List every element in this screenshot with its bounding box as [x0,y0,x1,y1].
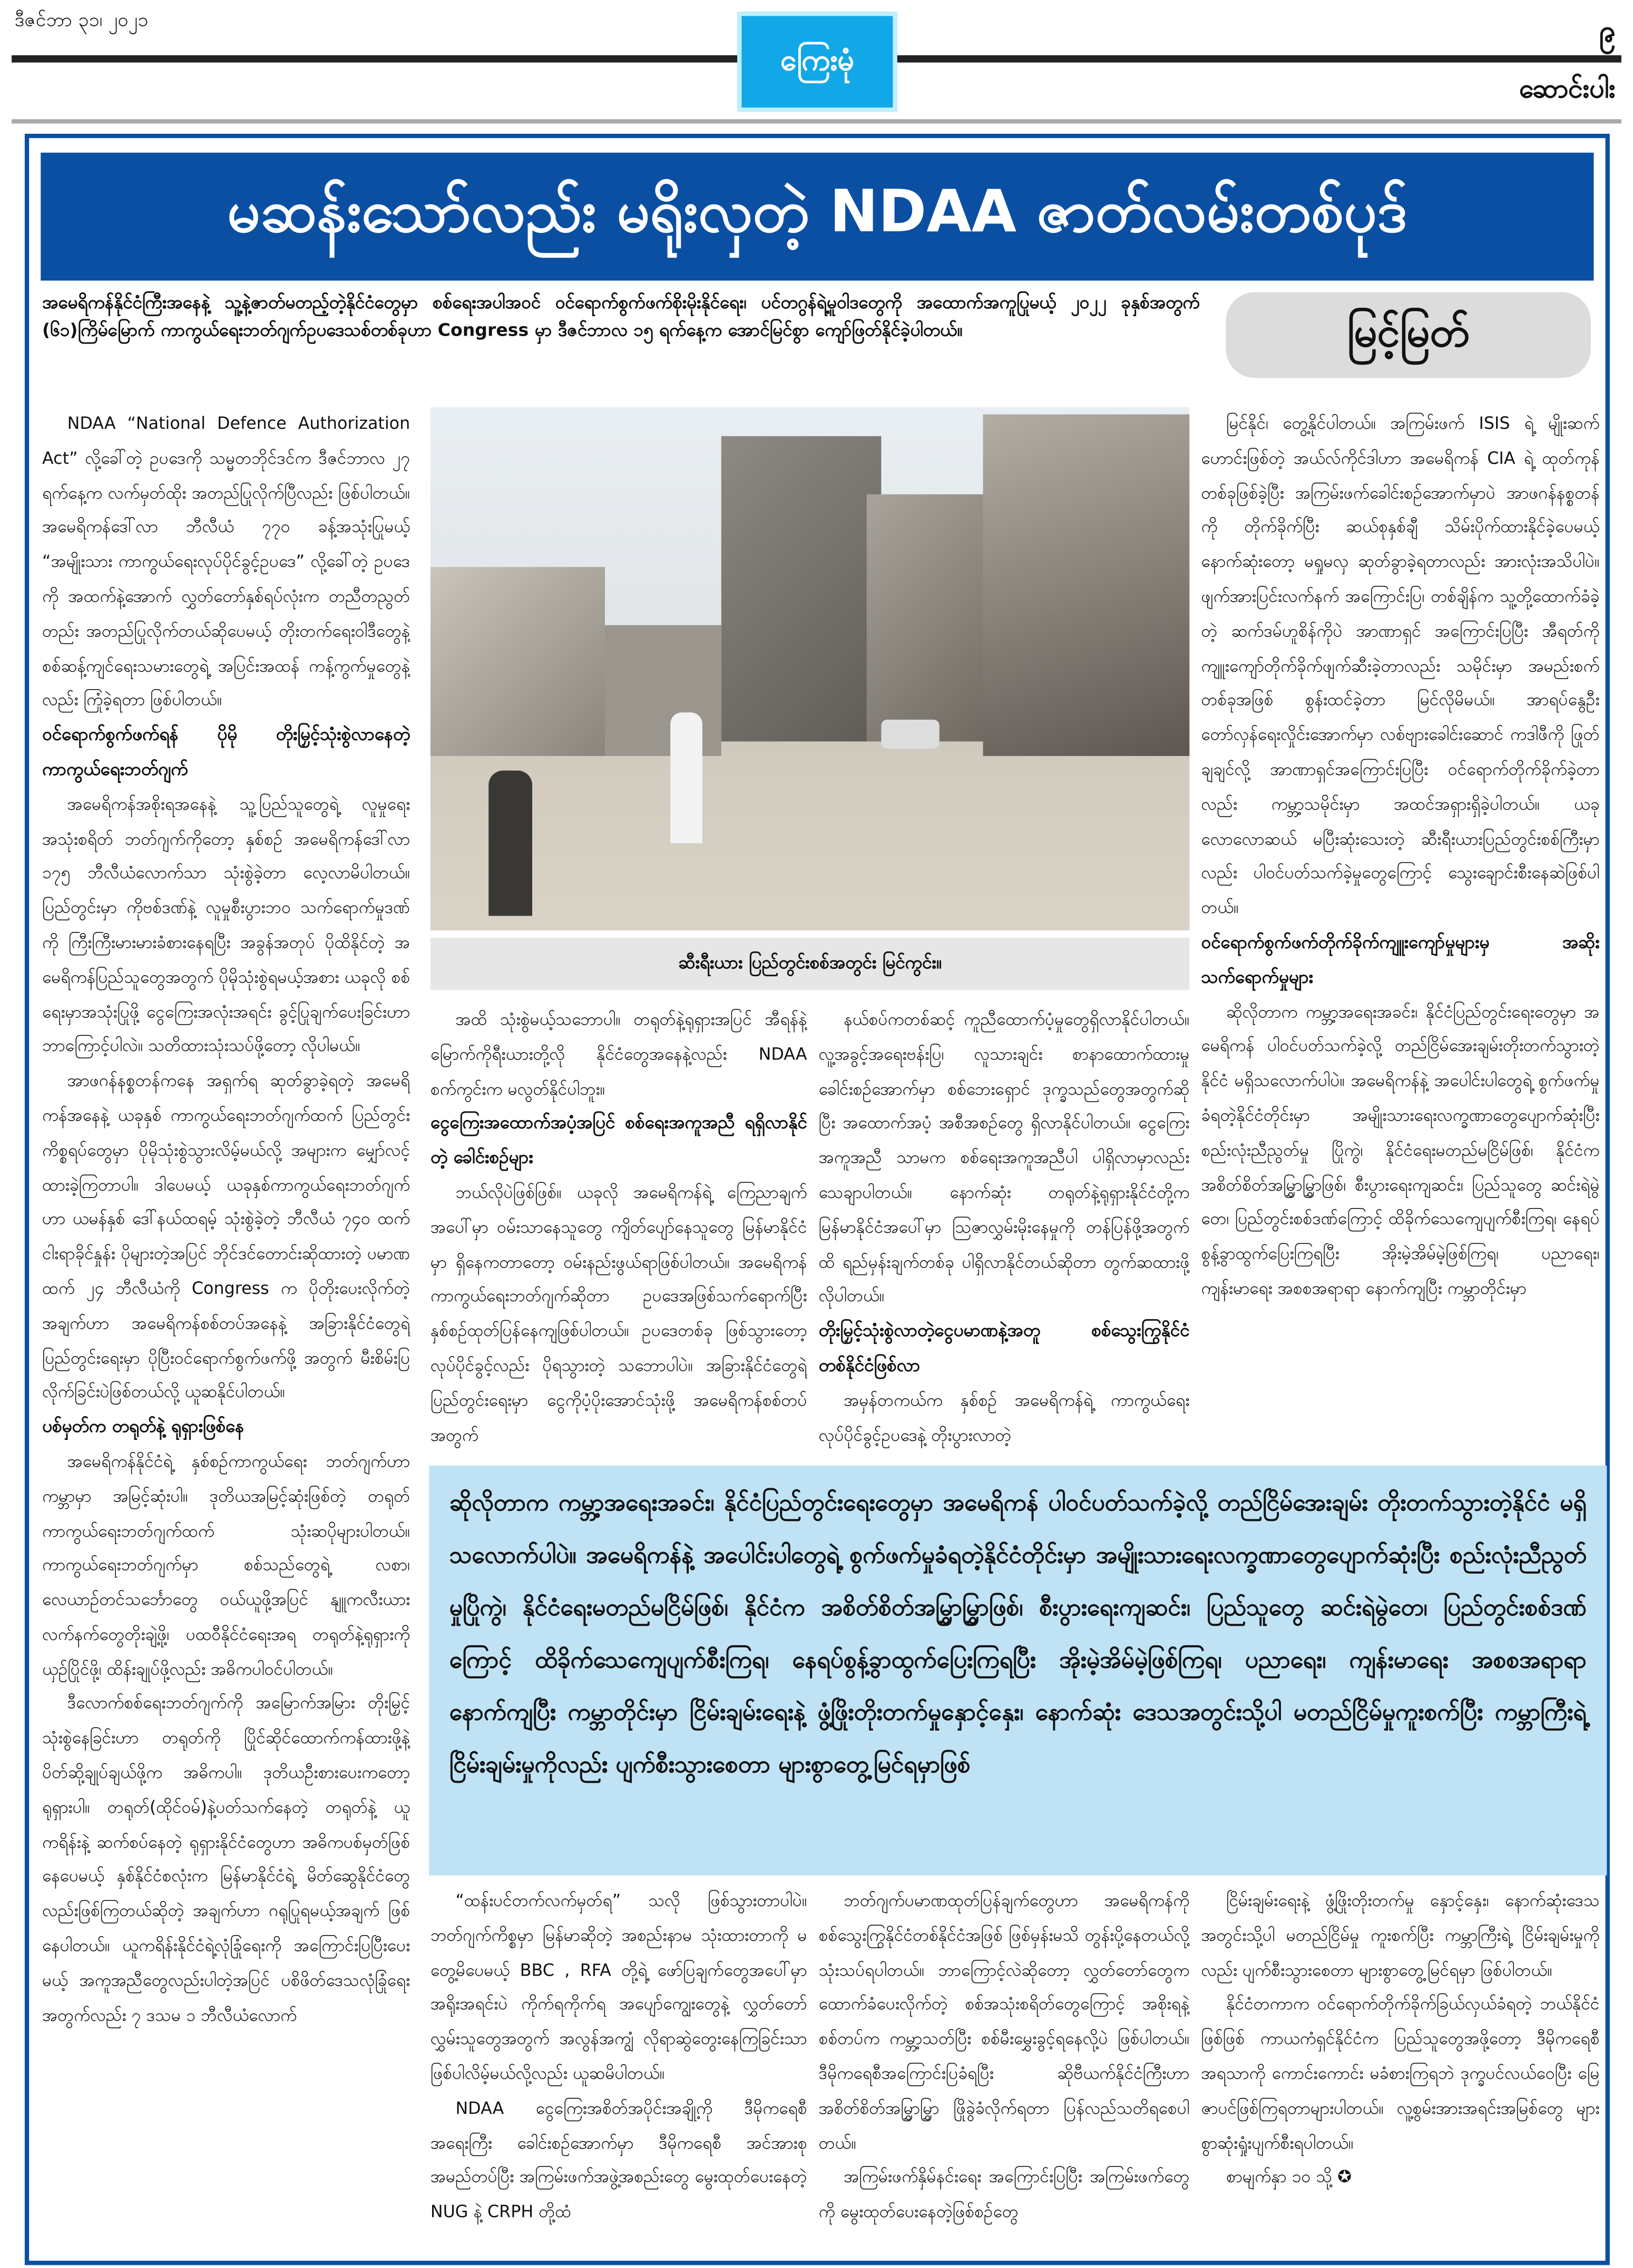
paragraph: “ထန်းပင်တက်လက်မှတ်ရ” သလို ဖြစ်သွားတာပါပဲ။ ဘတ်ဂျက်ကိစ္စမှာ မြန်မာဆိုတဲ့ အစည်းနာမ သုံးထားတာကို မတွေ့မိပေမယ့် BBC , RFA တို့ရဲ့ ဖော်ပြချက်တွေအပေါ်မှာ အရိုးအရင်းပဲ ကိုက်ရကိုက်ရ အပျော်ကျွေးတွေနဲ့ လွှတ်တော်လွှမ်းသူတွေအတွက် အလွန်အကျွံ လိုရာဆွဲတွေးနေကြခြင်းသာ ဖြစ်ပါလိမ့်မယ်လို့လည်း ယူဆမိပါတယ်။ [430,1890,807,2084]
paragraph: အကြမ်းဖက်နှိမ်နင်းရေး အကြောင်းပြပြီး အကြမ်းဖက်တွေကို မွေးထုတ်ပေးနေတဲ့ဖြစ်စဉ်တွေ [818,2166,1190,2222]
paragraph: နိုင်ငံတကာက ဝင်ရောက်တိုက်ခိုက်ခြယ်လှယ်ခံရတဲ့ ဘယ်နိုင်ငံဖြစ်ဖြစ် ကာယကံရှင်နိုင်ငံက ပြည်သူတွေအဖို့တော့ ဒီမိုကရေစီအရသာကို ကောင်းကောင်း မခံစားကြရဘဲ ဒုက္ခပင်လယ်ဝေပြီး မြေဇာပင်ဖြစ်ကြရတာများပါတယ်။ လူ့စွမ်းအားအရင်းအမြစ်တွေ များစွာဆုံးရှုံးပျက်စီးရပါတယ်။ [1201,1994,1600,2153]
subheading: ဝင်ရောက်စွက်ဖက်တိုက်ခိုက်ကျူးကျော်မှုများမှ အဆိုးသက်ရောက်မှုများ [1201,931,1600,987]
paragraph: အထိ သုံးစွဲမယ့်သဘောပါ။ တရုတ်နဲ့ရုရှားအပြင် အီရန်နဲ့ မြောက်ကိုရီးယားတို့လို နိုင်ငံတွေအနေနဲ့လည်း NDAA စက်ကွင်းက မလွတ်နိုင်ပါဘူး။ [430,1009,807,1099]
paragraph: ဒီလောက်စစ်ရေးဘတ်ဂျက်ကို အမြောက်အမြား တိုးမြှင့်သုံးစွဲနေခြင်းဟာ တရုတ်ကို ပြိုင်ဆိုင်ထောက်ကန်ထားဖို့နဲ့ ပိတ်ဆို့ချုပ်ချယ်ဖို့က အဓိကပါ။ ဒုတိယဦးစားပေးကတော့ ရုရှားပါ။ တရုတ်(ထိုင်ဝမ်)နဲ့ပတ်သက်နေတဲ့ တရုတ်နဲ့ ယူကရိန်းနဲ့ ဆက်စပ်နေတဲ့ ရုရှားနိုင်ငံတွေဟာ အဓိကပစ်မှတ်ဖြစ်နေပေမယ့် နှစ်နိုင်ငံစလုံးက မြန်မာနိုင်ငံရဲ့ မိတ်ဆွေနိုင်ငံတွေလည်းဖြစ်ကြတယ်ဆိုတဲ့ အချက်ဟာ ဂရုပြုရမယ့်အချက် ဖြစ်နေပါတယ်။ ယူကရိန်းနိုင်ငံရဲ့လုံခြုံရေးကို အကြောင်းပြပြီးပေးမယ့် အကူအညီတွေလည်းပါတဲ့အပြင် ပစိဖိတ်ဒေသလုံခြုံရေးအတွက်လည်း ၇ ဒသမ ၁ ဘီလီယံလောက် [42,1693,410,2025]
logo-text: ကြေးမုံ [780,41,854,76]
subheading: တိုးမြှင့်သုံးစွဲလာတဲ့ငွေပမာဏနဲ့အတူ စစ်သွေးကြွနိုင်ငံတစ်နိုင်ငံဖြစ်လာ [818,1320,1190,1376]
subheading: ငွေကြေးအထောက်အပံ့အပြင် စစ်ရေးအကူအညီ ရရှိလာနိုင်တဲ့ ခေါင်းစဉ်များ [430,1113,807,1168]
article-headline: မဆန်းသော်လည်း မရိုးလှတဲ့ NDAA ဇာတ်လမ်းတစ်ပုဒ် [41,153,1593,281]
pull-quote: ဆိုလိုတာက ကမ္ဘာ့အရေးအခင်း၊ နိုင်ငံပြည်တွင်းရေးတွေမှာ အမေရိကန် ပါဝင်ပတ်သက်ခဲ့လို့ တည်ငြိမ်အေးချမ်း တိုးတက်သွားတဲ့နိုင်ငံ မရှိသလောက်ပါပဲ။ အမေရိကန်နဲ့ အပေါင်းပါတွေရဲ့ စွက်ဖက်မှုခံရတဲ့နိုင်ငံတိုင်းမှာ အမျိုးသားရေးလက္ခဏာတွေပျောက်ဆုံးပြီး စည်းလုံးညီညွတ်မှုပြိုကွဲ၊ နိုင်ငံရေးမတည်မငြိမ်ဖြစ်၊ နိုင်ငံက အစိတ်စိတ်အမြွှာမြွှာဖြစ်၊ စီးပွားရေးကျဆင်း၊ ပြည်သူတွေ ဆင်းရဲမွဲတေ၊ ပြည်တွင်းစစ်ဒဏ်ကြောင့် ထိခိုက်သေကျေပျက်စီးကြရ၊ နေရပ်စွန့်ခွာထွက်ပြေးကြရပြီး အိုးမဲ့အိမ်မဲ့ဖြစ်ကြရ၊ ပညာရေး၊ ကျန်းမာရေး အစစအရာရာ နောက်ကျပြီး ကမ္ဘာတိုင်းမှာ ငြိမ်းချမ်းရေးနဲ့ ဖွံ့ဖြိုးတိုးတက်မှုနှောင့်နှေး၊ နောက်ဆုံး ဒေသအတွင်းသို့ပါ မတည်ငြိမ်မှုကူးစက်ပြီး ကမ္ဘာကြီးရဲ့ ငြိမ်းချမ်းမှုကိုလည်း ပျက်စီးသွားစေတာ များစွာတွေ့မြင်ရမှာဖြစ် [429,1466,1607,1876]
text-column-3-continued [819,1884,1190,2256]
subheading: ပစ်မှတ်က တရုတ်နဲ့ ရုရှားဖြစ်နေ [42,1416,245,1437]
paragraph: ဆိုလိုတာက ကမ္ဘာ့အရေးအခင်း၊ နိုင်ငံပြည်တွင်းရေးတွေမှာ အမေရိကန် ပါဝင်ပတ်သက်ခဲ့လို့ တည်ငြိမ်အေးချမ်းတိုးတက်သွားတဲ့ နိုင်ငံ မရှိသလောက်ပါပဲ။ အမေရိကန်နဲ့ အပေါင်းပါတွေရဲ့ စွက်ဖက်မှုခံရတဲ့နိုင်ငံတိုင်းမှာ အမျိုးသားရေးလက္ခဏာတွေပျောက်ဆုံးပြီး စည်းလုံးညီညွတ်မှု ပြိုကွဲ၊ နိုင်ငံရေးမတည်မငြိမ်ဖြစ်၊ နိုင်ငံက အစိတ်စိတ်အမြွှာမြွှာဖြစ်၊ စီးပွားရေးကျဆင်း၊ ပြည်သူတွေ ဆင်းရဲမွဲတေ၊ ပြည်တွင်းစစ်ဒဏ်ကြောင့် ထိခိုက်သေကျေပျက်စီးကြရ၊ နေရပ်စွန့်ခွာထွက်ပြေးကြရပြီး အိုးမဲ့အိမ်မဲ့ဖြစ်ကြရ၊ ပညာရေး၊ ကျန်းမာရေး အစစအရာရာ နောက်ကျပြီး ကမ္ဘာတိုင်းမှာ [1201,1001,1600,1299]
header-rule-lower [12,119,1621,123]
newspaper-logo [737,12,897,112]
paragraph: စာမျက်နှာ ၁၀ သို့ ✪ [1226,2166,1352,2187]
paragraph: အမေရိကန်အစိုးရအနေနဲ့ သူ့ပြည်သူတွေရဲ့ လူမှုရေးအသုံးစရိတ် ဘတ်ဂျက်ကိုတော့ နှစ်စဉ် အမေရိကန်ဒေါ်လာ ၁၇၅ ဘီလီယံလောက်သာ သုံးစွဲခဲ့တာ လေ့လာမိပါတယ်။ ပြည်တွင်းမှာ ကိုဗစ်ဒဏ်နဲ့ လူမှုစီးပွားဘဝ သက်ရောက်မှုဒဏ်ကို ကြီးကြီးမားမားခံစားနေရပြီး အခွန်အတုပ် ပိုထိနိုင်တဲ့ အမေရိကန်ပြည်သူတွေအတွက် ပိုမိုသုံးစွဲရမယ့်အစား ယခုလို စစ်ရေးမှာအသုံးပြုဖို့ ငွေကြေးအလုံးအရင်း ခွင့်ပြုချက်ပေးခြင်းဟာ ဘာကြောင့်ပါလဲ။ သတိထားသုံးသပ်ဖို့တော့ လိုပါမယ်။ [42,793,410,1056]
text-column-2 [431,1003,807,1462]
section-label: ဆောင်းပါး [1519,74,1616,105]
paragraph: ဘယ်လိုပဲဖြစ်ဖြစ်။ ယခုလို အမေရိကန်ရဲ့ ကြေညာချက်အပေါ်မှာ ဝမ်းသာနေသူတွေ ကျိတ်ပျော်နေသူတွေ မြန်မာနိုင်ငံမှာ ရှိနေကတာတော့ ဝမ်းနည်းဖွယ်ရာဖြစ်ပါတယ်။ အမေရိကန်ကာကွယ်ရေးဘတ်ဂျက်ဆိုတာ ဥပဒေအဖြစ်သက်ရောက်ပြီး နှစ်စဉ်ထုတ်ပြန်နေကျဖြစ်ပါတယ်။ ဥပဒေတစ်ခု ဖြစ်သွားတော့ လုပ်ပိုင်ခွင့်လည်း ပိုရသွားတဲ့ သဘောပါပဲ။ အခြားနိုင်ငံတွေရဲ့ပြည်တွင်းရေးမှာ ငွေကိုပံ့ပိုးအောင်သုံးဖို့ အမေရိကန်စစ်တပ်အတွက် [430,1182,807,1445]
paragraph: အာဖဂန်နစ္စတန်ကနေ အရှက်ရ ဆုတ်ခွာခဲ့ရတဲ့ အမေရိကန်အနေနဲ့ ယခုနှစ် ကာကွယ်ရေးဘတ်ဂျက်ထက် ပြည်တွင်းကိစ္စရပ်တွေမှာ ပိုမိုသုံးစွဲသွားလိမ့်မယ်လို့ အများက မျှော်လင့်ထားခဲ့ကြတာပါ။ ဒါပေမယ့် ယခုနှစ်ကာကွယ်ရေးဘတ်ဂျက်ဟာ ယမန်နှစ် ဒေါ်နယ်ထရမ့် သုံးစွဲခဲ့တဲ့ ဘီလီယံ ၇၄၀ ထက် ငါးရာခိုင်နှုန်း ပိုများတဲ့အပြင် ဘိုင်ဒင်တောင်းဆိုထားတဲ့ ပမာဏထက် ၂၄ ဘီလီယံကို Congress က ပိုတိုးပေးလိုက်တဲ့ အချက်ဟာ အမေရိကန်စစ်တပ်အနေနဲ့ အခြားနိုင်ငံတွေရဲ့ ပြည်တွင်းရေးမှာ ပိုပြီးဝင်ရောက်စွက်ဖက်ဖို့ အတွက် မီးစိမ်းပြလိုက်ခြင်းပဲဖြစ်တယ်လို့ ယူဆနိုင်ပါတယ်။ [42,1070,410,1402]
paragraph: အမှန်တကယ်က နှစ်စဉ် အမေရိကန်ရဲ့ ကာကွယ်ရေးလုပ်ပိုင်ခွင့်ဥပဒေနဲ့ တိုးပွားလာတဲ့ [818,1389,1190,1445]
paragraph: ဘတ်ဂျက်ပမာဏထုတ်ပြန်ချက်တွေဟာ အမေရိကန်ကို စစ်သွေးကြွနိုင်ငံတစ်နိုင်ငံအဖြစ် ဖြစ်မှန်းမသိ တွန်းပို့နေတယ်လို့ သုံးသပ်ရပါတယ်။ ဘာကြောင့်လဲဆိုတော့ လွှတ်တော်တွေက ထောက်ခံပေးလိုက်တဲ့ စစ်အသုံးစရိတ်တွေကြောင့် အစိုးရနဲ့ စစ်တပ်က ကမ္ဘာ့သတ်ပြီး စစ်မီးမွှေးခွင့်ရနေလို့ပဲ ဖြစ်ပါတယ်။ ဒီမိုကရေစီအကြောင်းပြခံရပြီး ဆိုဗီယက်နိုင်ငံကြီးဟာ အစိတ်စိတ်အမြွှာမြွှာ ဖြိုခွဲခံလိုက်ရတာ ပြန်လည်သတိရစေပါတယ်။ [818,1890,1190,2153]
article-photo [431,407,1190,930]
page-number: ၉ [1599,13,1616,48]
text-column-3 [819,1003,1190,1462]
issue-date: ဒီဇင်ဘာ ၃၁၊ ၂၀၂၁ [14,10,149,32]
text-column-2-continued [431,1884,807,2256]
text-column-4 [1201,407,1599,1462]
author-byline: မြင့်မြတ် [1226,292,1591,378]
subheading: ဝင်ရောက်စွက်ဖက်ရန် ပိုမို တိုးမြှင့်သုံးစွဲလာနေတဲ့ ကာကွယ်ရေးဘတ်ဂျက် [42,724,410,780]
paragraph: နယ်စပ်ကတစ်ဆင့် ကူညီထောက်ပံ့မှုတွေရှိလာနိုင်ပါတယ်။ လူ့အခွင့်အရေးဗန်းပြ၊ လူသားချင်း စာနာထောက်ထားမှု ခေါင်းစဉ်အောက်မှာ စစ်ဘေးရှောင် ဒုက္ခသည်တွေအတွက်ဆိုပြီး အထောက်အပံ့ အစီအစဉ်တွေ ရှိလာနိုင်ပါတယ်။ ငွေကြေးအကူအညီ သာမက စစ်ရေးအကူအညီပါ ပါရှိလာမှာလည်း သေချာပါတယ်။ နောက်ဆုံး တရုတ်နဲ့ရုရှားနိုင်ငံတို့က မြန်မာနိုင်ငံအပေါ်မှာ ဩဇာလွှမ်းမိုးနေမှုကို တန်ပြန်ဖို့အတွက်ထိ ရည်မှန်းချက်တစ်ခု ပါရှိလာနိုင်တယ်ဆိုတာ တွက်ဆထားဖို့လိုပါတယ်။ [818,1009,1190,1307]
lead-paragraph: အမေရိကန်နိုင်ငံကြီးအနေနဲ့ သူ့နဲ့ဇာတ်မတည့်တဲ့နိုင်ငံတွေမှာ စစ်ရေးအပါအဝင် ဝင်ရောက်စွက်ဖက်စိုးမိုးနိုင်ရေး၊ ပင်တဂွန်ရဲ့မူဝါဒတွေကို အထောက်အကူပြုမယ့် ၂၀၂၂ ခုနှစ်အတွက် (၆၁)ကြိမ်မြောက် ကာကွယ်ရေးဘတ်ဂျက်ဥပဒေသစ်တစ်ခုဟာ Congress မှာ ဒီဇင်ဘာလ ၁၅ ရက်နေ့က အောင်မြင်စွာ ကျော်ဖြတ်နိုင်ခဲ့ပါတယ်။ [42,292,1200,340]
paragraph: မြင်နိုင်၊ တွေ့နိုင်ပါတယ်။ အကြမ်းဖက် ISIS ရဲ့ မျိုးဆက်ဟောင်းဖြစ်တဲ့ အယ်လ်ကိုင်ဒါဟာ အမေရိကန် CIA ရဲ့ ထုတ်ကုန်တစ်ခုဖြစ်ခဲ့ပြီး အကြမ်းဖက်ခေါင်းစဉ်အောက်မှာပဲ အာဖဂန်နစ္စတန်ကို တိုက်ခိုက်ပြီး ဆယ်စုနှစ်ချီ သိမ်းပိုက်ထားနိုင်ခဲ့ပေမယ့် နောက်ဆုံးတော့ မရှုမလှ ဆုတ်ခွာခဲ့ရတာလည်း အားလုံးအသိပါပဲ။ ဖျက်အားပြင်းလက်နက် အကြောင်းပြ၊ တစ်ချိန်က သူ့တို့ထောက်ခံခဲ့တဲ့ ဆက်ဒမ်ဟူစိန်ကိုပဲ အာဏာရှင် အကြောင်းပြပြီး အီရတ်ကို ကျူးကျော်တိုက်ခိုက်ဖျက်ဆီးခဲ့တာလည်း သမိုင်းမှာ အမည်းစက်တစ်ခုအဖြစ် စွန်းထင်ခဲ့တာ မြင်လိုမိမယ်။ အာရပ်နွေဦးတော်လှန်ရေးလှိုင်းအောက်မှာ လစ်ဗျားခေါင်းဆောင် ကဒါဖီကို ဖြုတ်ချချင်လို့ အာဏာရှင်အကြောင်းပြပြီး ဝင်ရောက်တိုက်ခိုက်ခဲ့တာလည်း ကမ္ဘာ့သမိုင်းမှာ အထင်အရှားရှိခဲ့ပါတယ်။ ယခုလောလောဆယ် မပြီးဆုံးသေးတဲ့ ဆီးရီးယားပြည်တွင်းစစ်ကြီးမှာလည်း ပါဝင်ပတ်သက်ခဲ့မှုတွေကြောင့် သွေးချောင်းစီးနေဆဲဖြစ်ပါတယ်။ [1201,413,1600,918]
paragraph: NDAA ငွေကြေးအစိတ်အပိုင်းအချို့ကို ဒီမိုကရေစီအရေးကြီး ခေါင်းစဉ်အောက်မှာ ဒီမိုကရေစီ အင်အားစုအမည်တပ်ပြီး အကြမ်းဖက်အဖွဲ့အစည်းတွေ မွေးထုတ်ပေးနေတဲ့ NUG နဲ့ CRPH တို့ထံ [430,2097,807,2222]
text-column-4-continued [1201,1884,1599,2256]
paragraph: NDAA “National Defence Authorization Act” လို့ခေါ်တဲ့ ဥပဒေကို သမ္မတဘိုင်ဒင်က ဒီဇင်ဘာလ ၂၇ ရက်နေ့က လက်မှတ်ထိုး အတည်ပြုလိုက်ပြီလည်း ဖြစ်ပါတယ်။ အမေရိကန်ဒေါ်လာ ဘီလီယံ ၇၇၀ ခန့်အသုံးပြုမယ့် “အမျိုးသား ကာကွယ်ရေးလုပ်ပိုင်ခွင့်ဥပဒေ” လို့ခေါ်တဲ့ ဥပဒေကို အထက်နဲ့အောက် လွှတ်တော်နှစ်ရပ်လုံးက တညီတညွတ်တည်း အတည်ပြုလိုက်တယ်ဆိုပေမယ့် တိုးတက်ရေးဝါဒီတွေနဲ့ စစ်ဆန့်ကျင်ရေးသမားတွေရဲ့ အပြင်းအထန် ကန့်ကွက်မှုတွေနဲ့လည်း ကြုံခဲ့ရတာ ဖြစ်ပါတယ်။ [42,413,410,710]
text-column-1 [42,407,410,2256]
paragraph: အမေရိကန်နိုင်ငံရဲ့ နှစ်စဉ်ကာကွယ်ရေး ဘတ်ဂျက်ဟာ ကမ္ဘာမှာ အမြင့်ဆုံးပါ။ ဒုတိယအမြင့်ဆုံးဖြစ်တဲ့ တရုတ်ကာကွယ်ရေးဘတ်ဂျက်ထက် သုံးဆပိုများပါတယ်။ ကာကွယ်ရေးဘတ်ဂျက်မှာ စစ်သည်တွေရဲ့ လစာ၊ လေယာဉ်တင်သင်္ဘောတွေ ဝယ်ယူဖို့အပြင် နျူကလီးယားလက်နက်တွေတိုးချဲ့ဖို့၊ ပထဝီနိုင်ငံရေးအရ တရုတ်နဲ့ရုရှားကို ယှဉ်ပြိုင်ဖို့၊ ထိန်းချုပ်ဖို့လည်း အဓိကပါဝင်ပါတယ်။ [42,1450,410,1679]
paragraph: ငြိမ်းချမ်းရေးနဲ့ ဖွံ့ဖြိုးတိုးတက်မှု နှောင့်နှေး၊ နောက်ဆုံးဒေသအတွင်းသို့ပါ မတည်ငြိမ်မှု ကူးစက်ပြီး ကမ္ဘာကြီးရဲ့ ငြိမ်းချမ်းမှုကိုလည်း ပျက်စီးသွားစေတာ များစွာတွေ့မြင်ရမှာ ဖြစ်ပါတယ်။ [1201,1890,1600,1980]
photo-caption: ဆီးရီးယား ပြည်တွင်းစစ်အတွင်း မြင်ကွင်း။ [431,938,1190,990]
